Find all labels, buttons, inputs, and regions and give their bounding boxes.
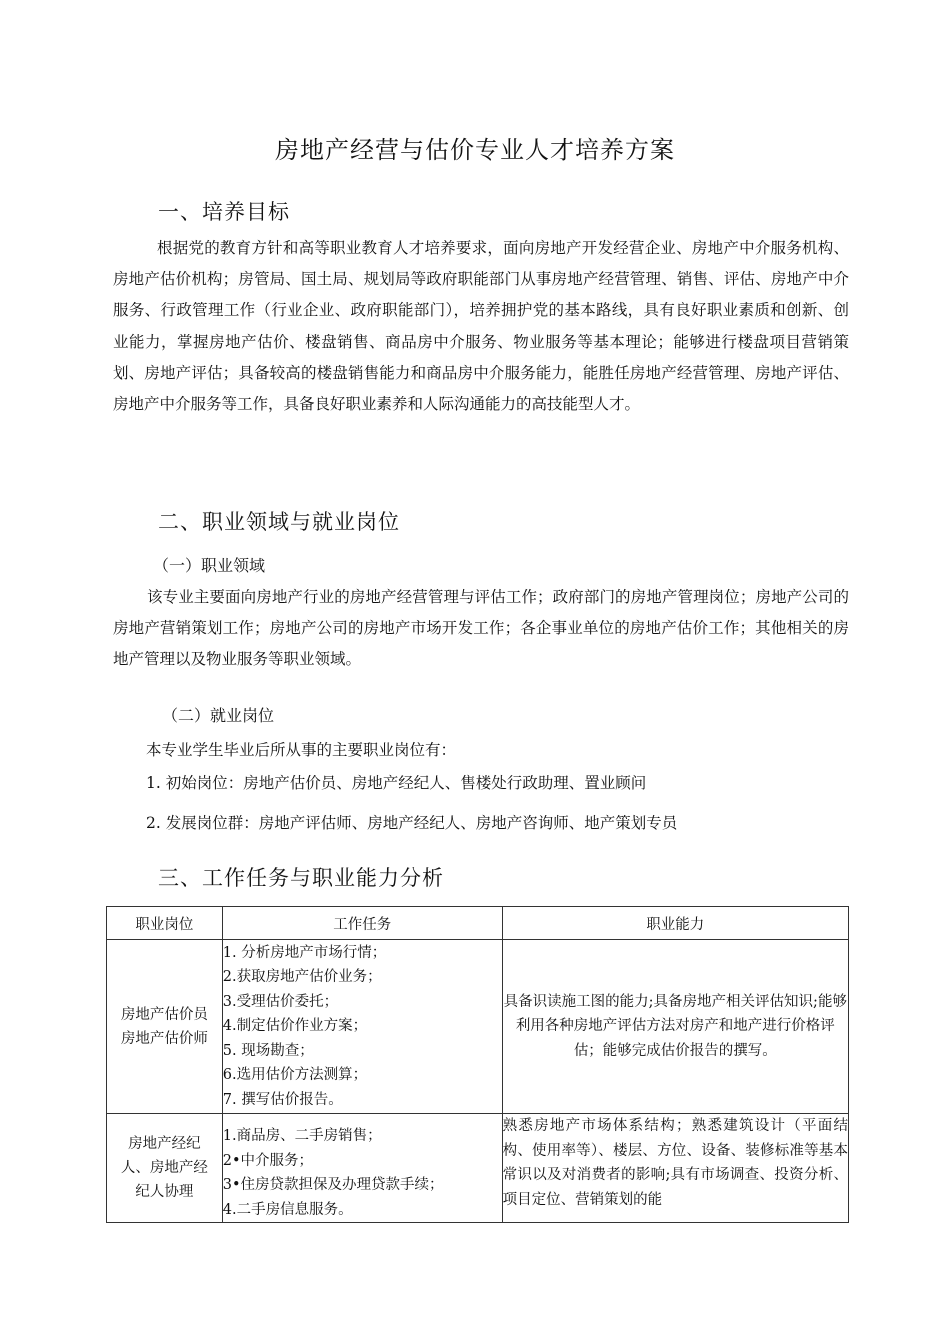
subheading-career-field: （一）职业领域 [153,556,266,575]
row1-tasks [222,940,502,1114]
task-item: 1. 分析房地产市场行情； [222,944,387,961]
section-heading-career-fields: 二、职业领域与就业岗位 [158,510,400,534]
task-item: 2•中介服务； [222,1152,314,1169]
header-tasks: 工作任务 [222,907,502,940]
table-row [107,940,849,1114]
row2-position-line: 人、房地产经 [120,1160,208,1176]
row2-position [107,1114,223,1223]
row2-tasks [222,1114,502,1223]
task-item: 4.二手房信息服务。 [222,1201,353,1218]
section-heading-training-goals: 一、培养目标 [158,200,290,224]
task-item: 7. 撰写估价报告。 [222,1091,343,1108]
section-heading-task-analysis: 三、工作任务与职业能力分析 [158,866,444,890]
task-item: 4.制定估价作业方案； [222,1018,368,1035]
document-title: 房地产经营与估价专业人才培养方案 [275,136,675,164]
row1-ability: 具备识读施工图的能力;具备房地产相关评估知识;能够利用各种房地产评估方法对房产和地产进行价格评估；能够完成估价报告的撰写。 [502,940,848,1114]
row2-ability: 熟悉房地产市场体系结构；熟悉建筑设计（平面结构、使用率等）、楼层、方位、设备、装修标准等基本常识以及对消费者的影响;具有市场调查、投资分析、项目定位、营销策划的能 [502,1114,848,1223]
task-ability-table [106,906,849,1223]
task-item: 5. 现场勘查； [222,1042,314,1059]
position-item-initial: 1. 初始岗位：房地产估价员、房地产经纪人、售楼处行政助理、置业顾问 [146,774,647,792]
row1-position-line: 房地产估价师 [120,1030,208,1047]
task-item: 6.选用估价方法测算； [222,1067,368,1084]
task-item: 3.受理估价委托； [222,993,339,1010]
table-row [107,1114,849,1223]
header-ability: 职业能力 [502,907,848,940]
task-item: 1.商品房、二手房销售； [222,1128,382,1144]
row1-position [107,940,223,1114]
task-item: 2.获取房地产估价业务； [222,969,382,986]
positions-intro: 本专业学生毕业后所从事的主要职业岗位有： [146,741,457,759]
task-item: 3•住房贷款担保及办理贷款手续； [222,1177,444,1193]
career-field-paragraph: 该专业主要面向房地产行业的房地产经营管理与评估工作；政府部门的房地产管理岗位；房地产公司的房地产营销策划工作；房地产公司的房地产市场开发工作；各企事业单位的房地产估价工作；其他相关的房地产管理以及物业服务等职业领域。 [113,588,849,669]
subheading-employment-positions: （二）就业岗位 [162,706,275,725]
position-item-development: 2. 发展岗位群：房地产评估师、房地产经纪人、房地产咨询师、地产策划专员 [146,814,678,832]
table-header-row [107,907,849,940]
header-position: 职业岗位 [107,907,223,940]
row2-position-line: 房地产经纪 [128,1136,201,1152]
row1-position-line: 房地产估价员 [120,1006,208,1023]
training-goals-paragraph: 根据党的教育方针和高等职业教育人才培养要求，面向房地产开发经营企业、房地产中介服务机构、房地产估价机构；房管局、国土局、规划局等政府职能部门从事房地产经营管理、销售、评估、房地产中介服务、行政管理工作（行业企业、政府职能部门），培养拥护党的基本路线，具有良好职业素质和创新、创业能力，掌握房地产估价、楼盘销售、商品房中介服务、物业服务等基本理论；能够进行楼盘项目营销策划、房地产评估；具备较高的楼盘销售能力和商品房中介服务能力，能胜任房地产经营管理、房地产评估、房地产中介服务等工作，具备良好职业素养和人际沟通能力的高技能型人才。 [113,239,849,414]
row2-position-line: 纪人协理 [135,1184,194,1200]
